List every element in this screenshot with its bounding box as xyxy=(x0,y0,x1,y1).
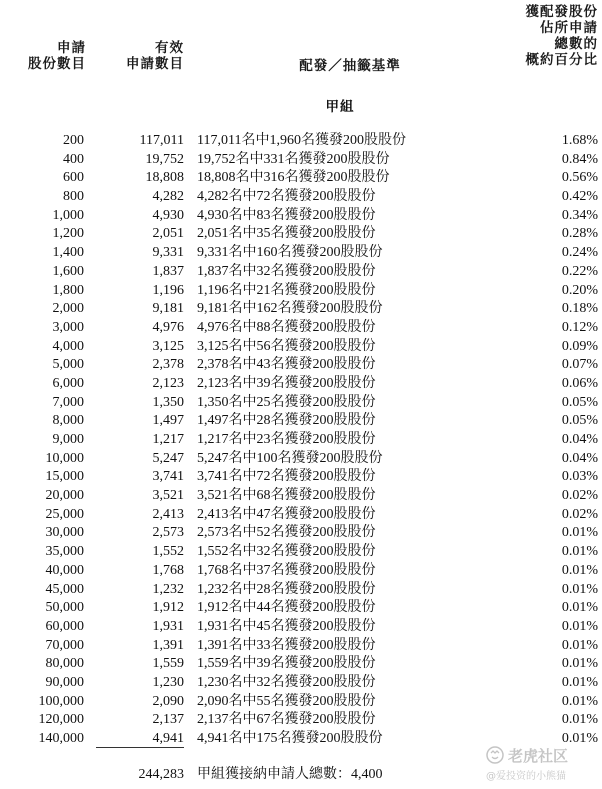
allocation-basis-cell: 1,912名中44名獲發200股股份 xyxy=(197,600,376,616)
valid-applications-cell: 2,051 xyxy=(152,226,184,242)
valid-applications-cell: 1,350 xyxy=(152,394,184,410)
shares-applied-cell: 7,000 xyxy=(52,394,84,410)
table-row xyxy=(0,581,602,600)
table-row xyxy=(0,282,602,301)
valid-applications-cell: 2,123 xyxy=(152,375,184,391)
header-valid-line1: 有效 xyxy=(155,40,184,56)
allocation-percentage-cell: 0.28% xyxy=(561,226,598,242)
header-pct-line2: 佔所申請 xyxy=(540,20,598,36)
shares-applied-cell: 140,000 xyxy=(38,731,84,746)
allocation-percentage-cell: 0.01% xyxy=(561,618,598,634)
valid-applications-cell: 3,125 xyxy=(152,338,184,354)
header-shares-applied xyxy=(0,40,86,72)
shares-applied-cell: 45,000 xyxy=(45,581,84,597)
shares-applied-cell: 600 xyxy=(63,170,84,186)
table-row xyxy=(0,394,602,413)
shares-applied-cell: 35,000 xyxy=(45,544,84,560)
allocation-percentage-cell: 0.20% xyxy=(561,282,598,298)
allocation-basis-cell: 1,552名中32名獲發200股股份 xyxy=(197,544,376,560)
shares-applied-cell: 80,000 xyxy=(45,656,84,672)
table-row xyxy=(0,524,602,543)
allocation-basis-cell: 1,217名中23名獲發200股股份 xyxy=(197,432,376,447)
allocation-percentage-cell: 0.07% xyxy=(561,357,598,373)
allocation-basis-cell: 3,741名中72名獲發200股股份 xyxy=(197,469,376,485)
table-row xyxy=(0,169,602,188)
shares-applied-cell: 9,000 xyxy=(52,432,84,447)
valid-applications-cell: 19,752 xyxy=(145,151,184,167)
table-row xyxy=(0,655,602,674)
table-row xyxy=(0,244,602,263)
shares-applied-cell: 4,000 xyxy=(52,338,84,354)
valid-applications-cell: 1,497 xyxy=(152,413,184,429)
valid-applications-cell: 1,232 xyxy=(152,581,184,597)
allocation-percentage-cell: 0.24% xyxy=(561,245,598,261)
allocation-basis-cell: 2,137名中67名獲發200股股份 xyxy=(197,712,376,728)
allocation-percentage-cell: 0.01% xyxy=(561,581,598,597)
table-row xyxy=(0,338,602,357)
shares-applied-cell: 40,000 xyxy=(45,562,84,578)
valid-applications-cell: 3,521 xyxy=(152,488,184,504)
table-row xyxy=(0,468,602,487)
shares-applied-cell: 100,000 xyxy=(38,693,84,709)
total-divider xyxy=(96,747,184,748)
table-row xyxy=(0,151,602,170)
allocation-basis-cell: 1,559名中39名獲發200股股份 xyxy=(197,656,376,672)
allocation-basis-cell: 1,931名中45名獲發200股股份 xyxy=(197,618,376,634)
valid-applications-cell: 2,573 xyxy=(152,525,184,541)
valid-applications-cell: 9,331 xyxy=(152,245,184,261)
shares-applied-cell: 90,000 xyxy=(45,674,84,690)
allocation-table xyxy=(0,132,602,749)
table-row xyxy=(0,263,602,282)
allocation-percentage-cell: 0.04% xyxy=(561,432,598,447)
allocation-basis-cell: 1,837名中32名獲發200股股份 xyxy=(197,263,376,279)
shares-applied-cell: 6,000 xyxy=(52,375,84,391)
allocation-percentage-cell: 0.04% xyxy=(561,450,598,466)
table-row xyxy=(0,431,602,450)
shares-applied-cell: 1,000 xyxy=(52,207,84,223)
allocation-percentage-cell: 0.01% xyxy=(561,674,598,690)
valid-applications-cell: 3,741 xyxy=(152,469,184,485)
valid-applications-cell: 4,941 xyxy=(152,731,184,746)
allocation-basis-cell: 1,768名中37名獲發200股股份 xyxy=(197,562,376,578)
allocation-percentage-cell: 0.01% xyxy=(561,562,598,578)
valid-applications-cell: 1,217 xyxy=(152,432,184,447)
allocation-percentage-cell: 0.03% xyxy=(561,469,598,485)
valid-applications-cell: 2,413 xyxy=(152,506,184,522)
shares-applied-cell: 60,000 xyxy=(45,618,84,634)
allocation-basis-cell: 2,090名中55名獲發200股股份 xyxy=(197,693,376,709)
table-row xyxy=(0,637,602,656)
allocation-percentage-cell: 0.56% xyxy=(561,170,598,186)
header-shares-line1: 申請 xyxy=(57,40,86,56)
watermark xyxy=(486,744,596,784)
shares-applied-cell: 200 xyxy=(63,133,84,148)
allocation-basis-cell: 9,181名中162名獲發200股股份 xyxy=(197,301,383,317)
valid-applications-cell: 117,011 xyxy=(139,133,184,148)
allocation-percentage-cell: 0.01% xyxy=(561,731,598,746)
valid-applications-cell: 9,181 xyxy=(152,301,184,317)
shares-applied-cell: 1,200 xyxy=(52,226,84,242)
shares-applied-cell: 1,600 xyxy=(52,263,84,279)
table-row xyxy=(0,207,602,226)
tiger-logo-icon xyxy=(486,746,504,764)
allocation-percentage-cell: 0.42% xyxy=(561,189,598,205)
allocation-percentage-cell: 0.05% xyxy=(561,413,598,429)
allocation-percentage-cell: 0.01% xyxy=(561,693,598,709)
table-row xyxy=(0,300,602,319)
allocation-basis-cell: 3,125名中56名獲發200股股份 xyxy=(197,338,376,354)
total-accepted-applicants: 甲組獲接納申請人總數：4,400 xyxy=(197,767,383,782)
header-basis-line: 配發／抽籤基準 xyxy=(299,58,401,74)
allocation-basis-cell: 2,413名中47名獲發200股股份 xyxy=(197,506,376,522)
table-row xyxy=(0,188,602,207)
shares-applied-cell: 2,000 xyxy=(52,301,84,317)
allocation-percentage-cell: 0.02% xyxy=(561,488,598,504)
valid-applications-cell: 1,837 xyxy=(152,263,184,279)
allocation-percentage-cell: 0.01% xyxy=(561,656,598,672)
table-row xyxy=(0,356,602,375)
table-row xyxy=(0,543,602,562)
allocation-basis-cell: 4,930名中83名獲發200股股份 xyxy=(197,207,376,223)
valid-applications-cell: 4,976 xyxy=(152,319,184,335)
table-row xyxy=(0,375,602,394)
shares-applied-cell: 10,000 xyxy=(45,450,84,466)
allocation-basis-cell: 1,497名中28名獲發200股股份 xyxy=(197,413,376,429)
allocation-basis-cell: 4,976名中88名獲發200股股份 xyxy=(197,319,376,335)
total-valid-applications: 244,283 xyxy=(138,767,184,782)
allocation-percentage-cell: 0.01% xyxy=(561,525,598,541)
valid-applications-cell: 4,930 xyxy=(152,207,184,223)
allocation-basis-cell: 1,391名中33名獲發200股股份 xyxy=(197,637,376,653)
table-row xyxy=(0,599,602,618)
header-basis xyxy=(260,58,440,74)
shares-applied-cell: 800 xyxy=(63,189,84,205)
shares-applied-cell: 5,000 xyxy=(52,357,84,373)
valid-applications-cell: 1,391 xyxy=(152,637,184,653)
shares-applied-cell: 400 xyxy=(63,151,84,167)
allocation-percentage-cell: 0.06% xyxy=(561,375,598,391)
allocation-basis-cell: 2,123名中39名獲發200股股份 xyxy=(197,375,376,391)
allocation-basis-cell: 2,378名中43名獲發200股股份 xyxy=(197,357,376,373)
allocation-basis-cell: 5,247名中100名獲發200股股份 xyxy=(197,450,383,466)
shares-applied-cell: 3,000 xyxy=(52,319,84,335)
allocation-percentage-cell: 0.22% xyxy=(561,263,598,279)
allocation-basis-cell: 1,350名中25名獲發200股股份 xyxy=(197,394,376,410)
valid-applications-cell: 1,196 xyxy=(152,282,184,298)
allocation-basis-cell: 4,941名中175名獲發200股股份 xyxy=(197,731,383,746)
table-row xyxy=(0,450,602,469)
allocation-percentage-cell: 0.34% xyxy=(561,207,598,223)
header-pct-line3: 總數的 xyxy=(554,36,598,52)
allocation-percentage-cell: 0.02% xyxy=(561,506,598,522)
header-pct-line1: 獲配發股份 xyxy=(525,4,598,20)
shares-applied-cell: 15,000 xyxy=(45,469,84,485)
valid-applications-cell: 1,768 xyxy=(152,562,184,578)
allocation-basis-cell: 2,051名中35名獲發200股股份 xyxy=(197,226,376,242)
valid-applications-cell: 2,378 xyxy=(152,357,184,373)
header-valid-applications xyxy=(96,40,184,72)
valid-applications-cell: 4,282 xyxy=(152,189,184,205)
allocation-basis-cell: 1,232名中28名獲發200股股份 xyxy=(197,581,376,597)
allocation-percentage-cell: 0.18% xyxy=(561,301,598,317)
header-pct-line4: 概約百分比 xyxy=(525,52,598,68)
shares-applied-cell: 1,800 xyxy=(52,282,84,298)
header-percentage xyxy=(490,4,598,68)
allocation-percentage-cell: 0.01% xyxy=(561,544,598,560)
table-row xyxy=(0,412,602,431)
valid-applications-cell: 18,808 xyxy=(145,170,184,186)
header-valid-line2: 申請數目 xyxy=(126,56,184,72)
shares-applied-cell: 1,400 xyxy=(52,245,84,261)
allocation-basis-cell: 9,331名中160名獲發200股股份 xyxy=(197,245,383,261)
allocation-basis-cell: 117,011名中1,960名獲發200股股份 xyxy=(197,133,406,148)
allocation-percentage-cell: 0.12% xyxy=(561,319,598,335)
allocation-basis-cell: 18,808名中316名獲發200股股份 xyxy=(197,170,390,186)
table-row xyxy=(0,225,602,244)
allocation-percentage-cell: 0.84% xyxy=(561,151,598,167)
table-row xyxy=(0,487,602,506)
valid-applications-cell: 1,912 xyxy=(152,600,184,616)
allocation-basis-cell: 1,196名中21名獲發200股股份 xyxy=(197,282,376,298)
watermark-handle: @爱投资的小熊猫 xyxy=(486,771,566,782)
valid-applications-cell: 1,552 xyxy=(152,544,184,560)
shares-applied-cell: 25,000 xyxy=(45,506,84,522)
valid-applications-cell: 5,247 xyxy=(152,450,184,466)
table-row xyxy=(0,562,602,581)
valid-applications-cell: 2,137 xyxy=(152,712,184,728)
allocation-percentage-cell: 0.05% xyxy=(561,394,598,410)
shares-applied-cell: 20,000 xyxy=(45,488,84,504)
shares-applied-cell: 50,000 xyxy=(45,600,84,616)
shares-applied-cell: 8,000 xyxy=(52,413,84,429)
watermark-brand: 老虎社区 xyxy=(508,747,569,765)
allocation-percentage-cell: 0.01% xyxy=(561,600,598,616)
allocation-basis-cell: 2,573名中52名獲發200股股份 xyxy=(197,525,376,541)
table-row xyxy=(0,693,602,712)
allocation-percentage-cell: 0.01% xyxy=(561,637,598,653)
valid-applications-cell: 1,230 xyxy=(152,674,184,690)
allocation-basis-cell: 3,521名中68名獲發200股股份 xyxy=(197,488,376,504)
table-row xyxy=(0,674,602,693)
table-row xyxy=(0,618,602,637)
allocation-percentage-cell: 1.68% xyxy=(561,133,598,148)
allocation-basis-cell: 4,282名中72名獲發200股股份 xyxy=(197,189,376,205)
allocation-percentage-cell: 0.01% xyxy=(561,712,598,728)
allocation-basis-cell: 1,230名中32名獲發200股股份 xyxy=(197,674,376,690)
group-title: 甲組 xyxy=(325,99,355,115)
valid-applications-cell: 1,931 xyxy=(152,618,184,634)
allocation-percentage-cell: 0.09% xyxy=(561,338,598,354)
shares-applied-cell: 70,000 xyxy=(45,637,84,653)
table-row xyxy=(0,132,602,151)
table-row xyxy=(0,711,602,730)
header-shares-line2: 股份數目 xyxy=(28,56,86,72)
table-row xyxy=(0,506,602,525)
allocation-basis-cell: 19,752名中331名獲發200股股份 xyxy=(197,151,390,167)
valid-applications-cell: 2,090 xyxy=(152,693,184,709)
shares-applied-cell: 30,000 xyxy=(45,525,84,541)
valid-applications-cell: 1,559 xyxy=(152,656,184,672)
shares-applied-cell: 120,000 xyxy=(38,712,84,728)
table-row xyxy=(0,319,602,338)
